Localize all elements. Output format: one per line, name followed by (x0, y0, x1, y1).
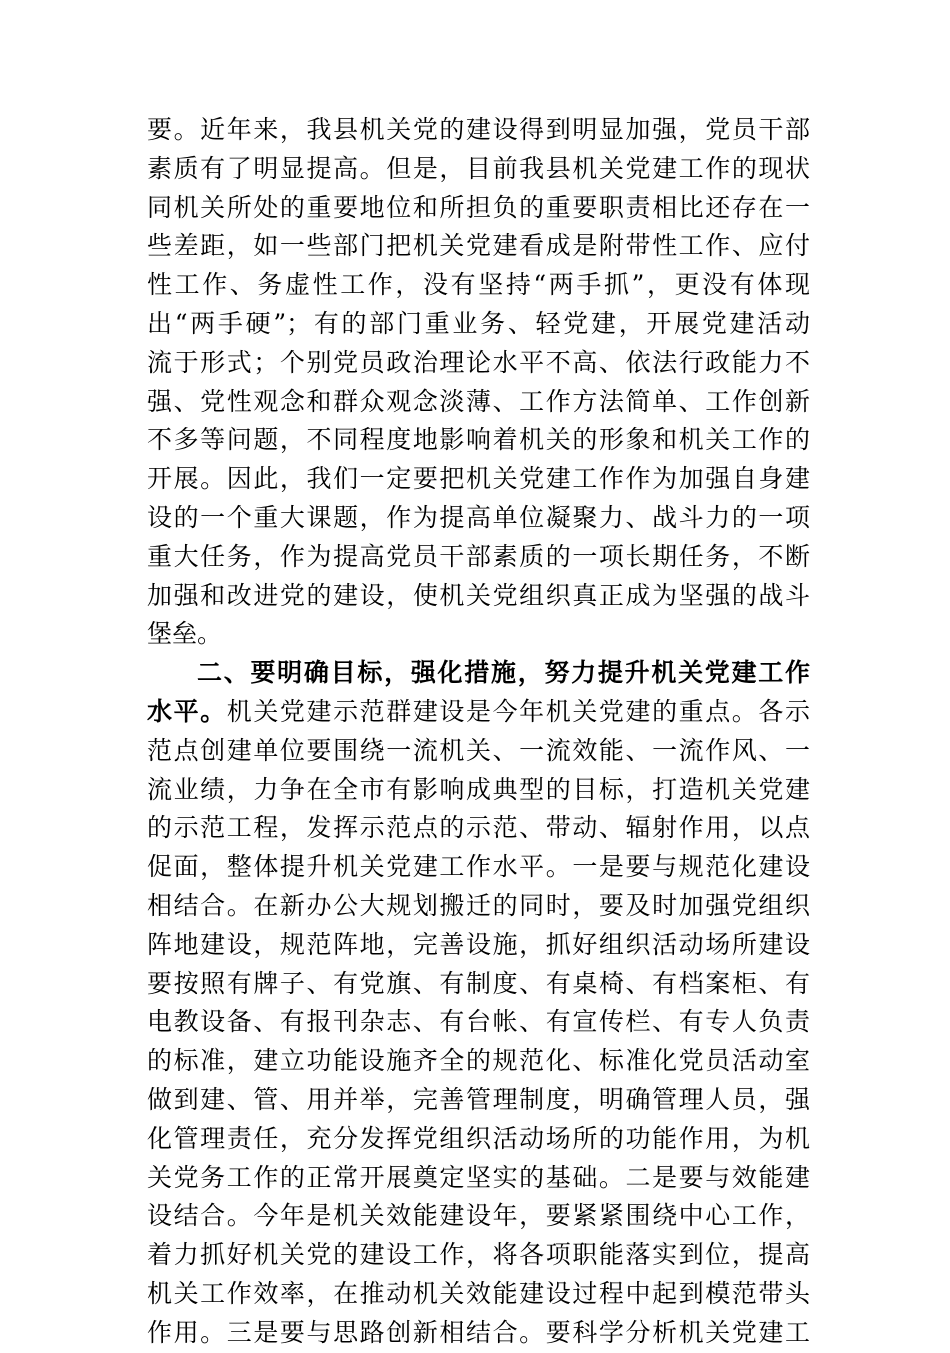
text-span: 机关党建示范群建设是今年机关党建的重点。各示 (226, 696, 810, 726)
document-body (147, 111, 810, 1353)
text-line: 机关工作效率，在推动机关效能建设过程中起到模范带头 (147, 1278, 810, 1308)
text-line: 要按照有牌子、有党旗、有制度、有桌椅、有档案柜、有 (147, 968, 810, 998)
text-line: 同机关所处的重要地位和所担负的重要职责相比还存在一 (147, 192, 810, 222)
text-line: 化管理责任，充分发挥党组织活动场所的功能作用，为机 (147, 1123, 810, 1153)
text-line: 着力抓好机关党的建设工作，将各项职能落实到位，提高 (147, 1240, 810, 1270)
text-line: 开展。因此，我们一定要把机关党建工作作为加强自身建 (147, 464, 810, 494)
text-line: 的标准，建立功能设施齐全的规范化、标准化党员活动室 (147, 1046, 810, 1076)
text-line: 促面，整体提升机关党建工作水平。一是要与规范化建设 (147, 852, 810, 882)
text-line: 阵地建设，规范阵地，完善设施，抓好组织活动场所建设 (147, 929, 810, 959)
text-line: 做到建、管、用并举，完善管理制度，明确管理人员，强 (147, 1084, 810, 1114)
text-line: 强、党性观念和群众观念淡薄、工作方法简单、工作创新 (147, 386, 810, 416)
text-line (147, 693, 810, 732)
paragraph-1 (147, 111, 810, 654)
text-line: 范点创建单位要围绕一流机关、一流效能、一流作风、一 (147, 735, 810, 765)
text-line: 不多等问题，不同程度地影响着机关的形象和机关工作的 (147, 425, 810, 455)
text-line: 素质有了明显提高。但是，目前我县机关党建工作的现状 (147, 153, 810, 183)
text-line: 重大任务，作为提高党员干部素质的一项长期任务，不断 (147, 541, 810, 571)
text-line: 设结合。今年是机关效能建设年，要紧紧围绕中心工作， (147, 1201, 810, 1231)
text-line: 关党务工作的正常开展奠定坚实的基础。二是要与效能建 (147, 1162, 810, 1192)
section-heading: 二、要明确目标，强化措施，努力提升机关党建工作 (197, 658, 810, 688)
text-line: 些差距，如一些部门把机关党建看成是附带性工作、应付 (147, 231, 810, 261)
text-line: 流业绩，力争在全市有影响成典型的目标，打造机关党建 (147, 774, 810, 804)
text-line: 性工作、务虚性工作，没有坚持“两手抓”，更没有体现 (147, 270, 810, 300)
text-line: 的示范工程，发挥示范点的示范、带动、辐射作用，以点 (147, 813, 810, 843)
section-heading-end: 水平。 (147, 696, 227, 726)
text-line: 作用。三是要与思路创新相结合。要科学分析机关党建工 (147, 1317, 810, 1347)
text-line: 加强和改进党的建设，使机关党组织真正成为坚强的战斗 (147, 580, 810, 610)
text-line: 堡垒。 (147, 619, 223, 649)
text-line: 电教设备、有报刊杂志、有台帐、有宣传栏、有专人负责 (147, 1007, 810, 1037)
text-line: 出“两手硬”；有的部门重业务、轻党建，开展党建活动 (147, 308, 810, 338)
text-line: 流于形式；个别党员政治理论水平不高、依法行政能力不 (147, 347, 810, 377)
text-line: 要。近年来，我县机关党的建设得到明显加强，党员干部 (147, 115, 810, 144)
text-line: 相结合。在新办公大规划搬迁的同时，要及时加强党组织 (147, 890, 810, 920)
text-line: 设的一个重大课题，作为提高单位凝聚力、战斗力的一项 (147, 502, 810, 532)
paragraph-2 (147, 654, 810, 1352)
